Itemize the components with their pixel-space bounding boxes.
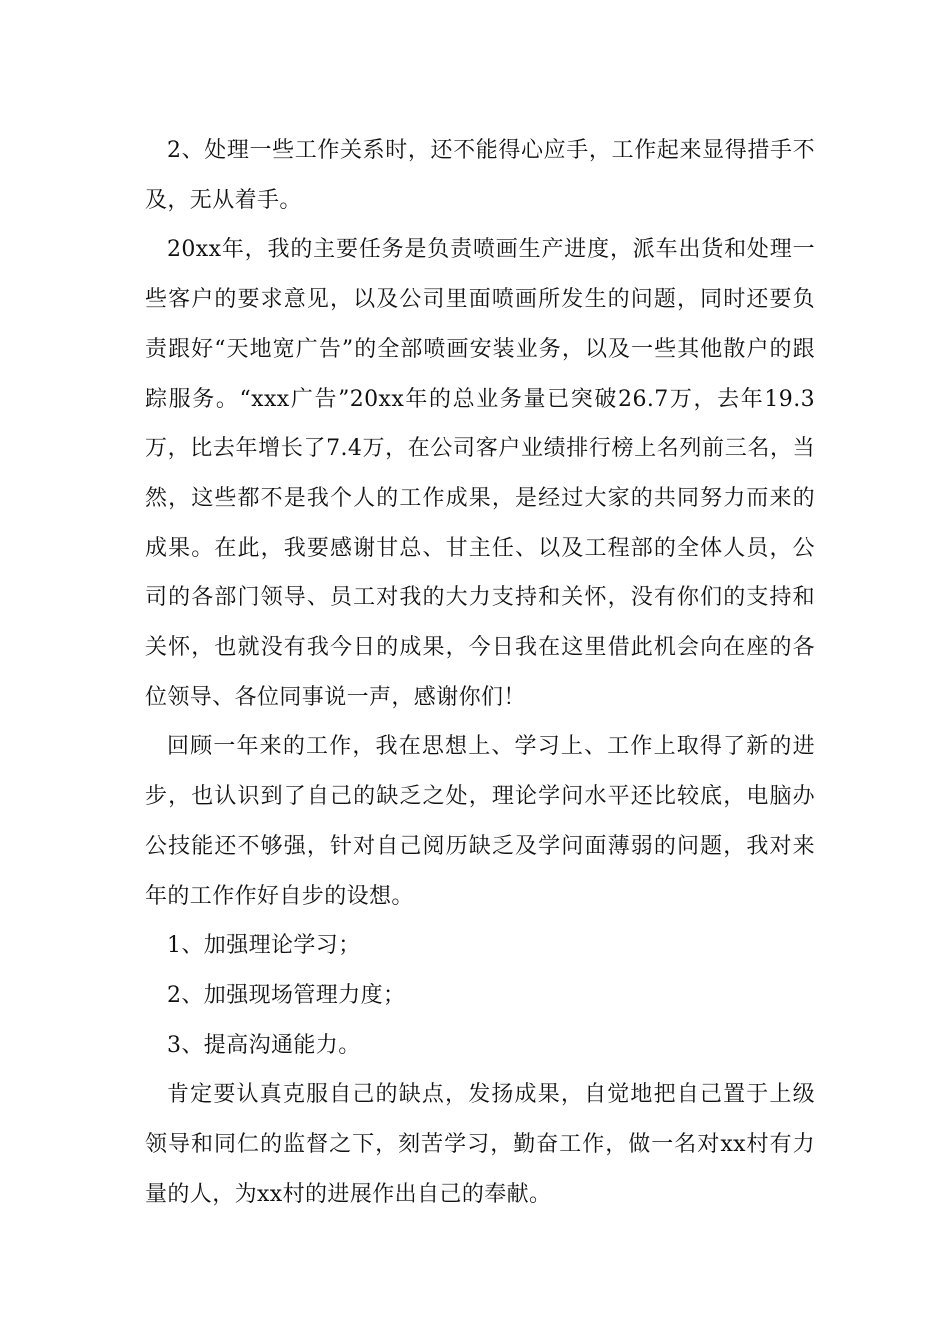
paragraph-issue-2: 2、处理一些工作关系时，还不能得心应手，工作起来显得措手不及，无从着手。 (145, 138, 815, 213)
paragraph-review: 回顾一年来的工作，我在思想上、学习上、工作上取得了新的进步，也认识到了自己的缺乏之处，理论学问水平还比较底，电脑办公技能还不够强，针对自己阅历缺乏及学问面薄弱的问题，我对来年的工作作好自步的设想。 (145, 734, 815, 909)
list-item-1: 1、加强理论学习； (167, 933, 361, 959)
list-item-2: 2、加强现场管理力度； (167, 982, 406, 1008)
list-item-3: 3、提高沟通能力。 (167, 1032, 361, 1058)
paragraph-conclusion: 肯定要认真克服自己的缺点，发扬成果，自觉地把自己置于上级领导和同仁的监督之下，刻苦学习，勤奋工作，做一名对xx村有力量的人，为xx村的进展作出自己的奉献。 (145, 1082, 815, 1207)
paragraph-annual-tasks: 20xx年，我的主要任务是负责喷画生产进度，派车出货和处理一些客户的要求意见，以及公司里面喷画所发生的问题，同时还要负责跟好“天地宽广告”的全部喷画安装业务，以及一些其他散户的跟踪服务。“xxx广告”20xx年的总业务量已突破26.7万，去年19.3万，比去年增长了7.4万，在公司客户业绩排行榜上名列前三名，当然，这些都不是我个人的工作成果，是经过大家的共同努力而来的成果。在此，我要感谢甘总、甘主任、以及工程部的全体人员，公司的各部门领导、员工对我的大力支持和关怀，没有你们的支持和关怀，也就没有我今日的成果，今日我在这里借此机会向在座的各位领导、各位同事说一声，感谢你们！ (145, 237, 815, 710)
document-body (145, 126, 815, 1219)
